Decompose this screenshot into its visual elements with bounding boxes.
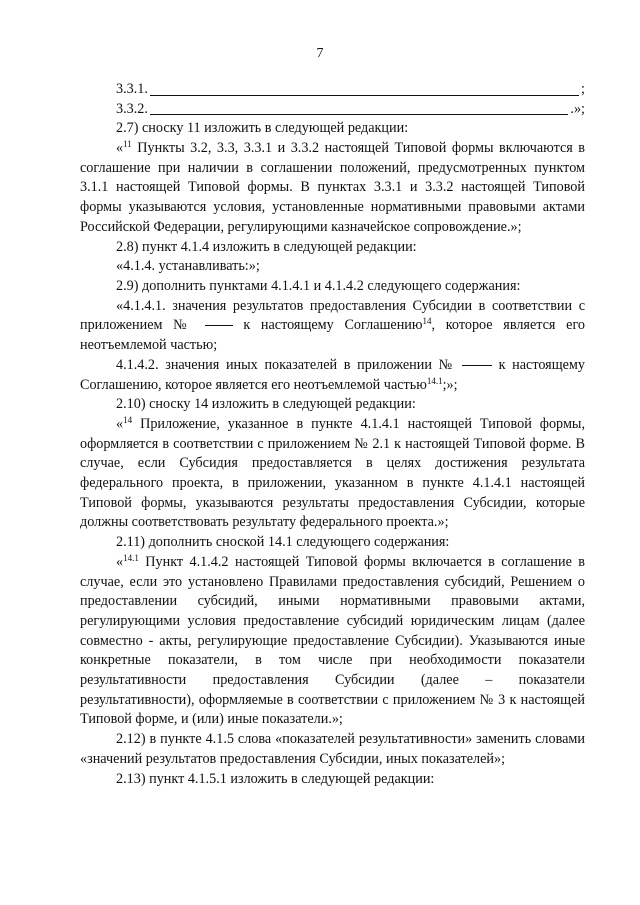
paragraph-2-12: 2.12) в пункте 4.1.5 слова «показателей результативности» заменить словами «значений результатов предоставления Субсидии, иных показателей»; (80, 731, 585, 767)
footnote-marker: 14.1 (123, 552, 139, 563)
paragraph-text: к настоящему Соглашению, которое является его неотъемлемой частью (80, 356, 585, 393)
blank-line-number: 3.3.1. (116, 80, 148, 97)
paragraph-4-1-4-2 (80, 356, 585, 395)
paragraph-text: Пункт 4.1.4.2 настоящей Типовой формы включается в соглашение в случае, если это установлено Правилами предоставления субсидий, Решением о предоставлении субсидий, иными нормативными правовыми актами, регулирующими условия предоставление субсидий юридическим лицам (далее совместно - акты, регулирующие предоставление Субсидии). Указываются иные конкретные показатели, в том числе при необходимости показатели результативности предоставления Субсидии (далее – показатели результативности), оформляемые в соответствии с приложением № 3 к настоящей Типовой форме, и (или) иные показатели.»; (80, 553, 585, 728)
paragraph-2-7: 2.7) сноску 11 изложить в следующей редакции: (116, 120, 409, 137)
blank-line-end: ; (581, 80, 585, 97)
paragraph-text: Пункты 3.2, 3.3, 3.3.1 и 3.3.2 настоящей Типовой формы включаются в соглашение при наличии в соглашении положений, предусмотренных пунктом 3.1.1 настоящей Типовой формы. В пунктах 3.3.1 и 3.3.2 настоящей Типовой формы указываются условия, установленные нормативными правовыми актами Российской Федерации, регулирующими казначейское сопровождение.»; (80, 140, 585, 235)
fill-in-blank (205, 325, 233, 326)
fill-in-line (150, 114, 568, 115)
paragraph-footnote-14-1 (80, 553, 585, 730)
quote-mark: « (116, 140, 124, 157)
document-body (80, 80, 585, 789)
footnote-marker: 11 (123, 139, 132, 150)
paragraph-4-1-4-1 (80, 297, 585, 356)
paragraph-text: 4.1.4.2. значения иных показателей в приложении № (116, 356, 456, 373)
paragraph-text: ;»; (442, 376, 458, 393)
footnote-marker: 14 (422, 316, 432, 327)
paragraph-text: , которое является его неотъемлемой частью; (80, 317, 586, 354)
blank-line-end: .»; (570, 100, 585, 117)
fill-in-line (150, 95, 579, 96)
paragraph-text: к настоящему Соглашению (243, 317, 423, 334)
paragraph-text: «4.1.4.1. значения результатов предоставления Субсидии в соответствии с приложением № (80, 297, 585, 334)
paragraph-footnote-11 (80, 139, 585, 238)
paragraph-2-11: 2.11) дополнить сноской 14.1 следующего содержания: (116, 534, 450, 551)
page-number: 7 (316, 46, 324, 61)
paragraph-text: Приложение, указанное в пункте 4.1.4.1 настоящей Типовой формы, оформляется в соответствии с приложением № 2.1 к настоящей Типовой форме. В случае, если Субсидия предоставляется в целях достижения результата федерального проекта, в приложении, указанном в пункте 4.1.4.1 настоящей Типовой формы, указываются результаты предоставления Субсидии, которые должны соответствовать результату федерального проекта.»; (80, 415, 585, 531)
paragraph-footnote-14 (80, 415, 585, 533)
quote-mark: « (116, 415, 124, 432)
paragraph-4-1-4: «4.1.4. устанавливать:»; (116, 258, 260, 275)
footnote-marker: 14.1 (426, 375, 443, 386)
paragraph-2-13: 2.13) пункт 4.1.5.1 изложить в следующей редакции: (116, 770, 435, 787)
paragraph-2-10: 2.10) сноску 14 изложить в следующей редакции: (116, 396, 416, 413)
fill-in-blank (462, 365, 492, 366)
quote-mark: « (116, 553, 124, 570)
paragraph-2-8: 2.8) пункт 4.1.4 изложить в следующей редакции: (116, 238, 417, 255)
footnote-marker: 14 (123, 414, 133, 425)
blank-line-3-3-1 (116, 80, 585, 100)
blank-line-3-3-2 (116, 100, 585, 120)
blank-line-number: 3.3.2. (116, 100, 148, 117)
paragraph-2-9: 2.9) дополнить пунктами 4.1.4.1 и 4.1.4.2 следующего содержания: (116, 278, 521, 294)
